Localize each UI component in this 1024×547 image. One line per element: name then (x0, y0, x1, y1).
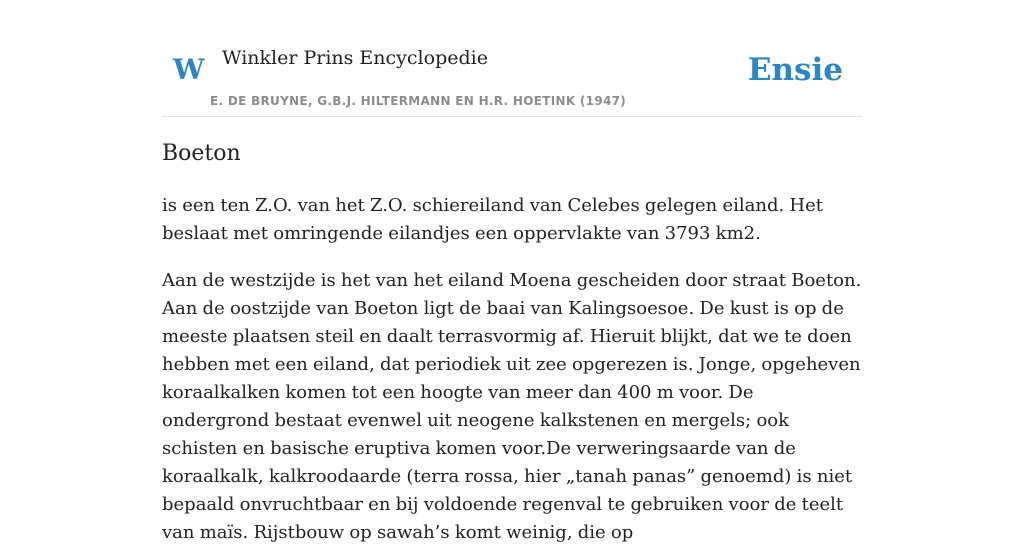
winkler-prins-logo[interactable]: W (173, 53, 205, 86)
ensie-logo[interactable]: Ensie (747, 52, 843, 88)
article-paragraph: Aan de westzijde is het van het eiland Moena gescheiden door straat Boeton. Aan de oostzijde van Boeton ligt de baai van Kalingsoesoe. De kust is op de meeste plaatsen steil en daalt terrasvormig af. Hieruit blijkt, dat we te doen hebben met een eiland, dat periodiek uit zee opgerezen is. Jonge, opgeheven koraalkalken komen tot een hoogte van meer dan 400 m voor. De ondergrond bestaat evenwel uit neogene kalkstenen en mergels; ook schisten en basische eruptiva komen voor.De verweringsaarde van de koraalkalk, kalkroodaarde (terra rossa, hier „tanah panas” genoemd) is niet bepaald onvruchtbaar en bij voldoende regenval te gebruiken voor de teelt van maïs. Rijstbouw op sawah’s komt weinig, die op (162, 270, 862, 543)
article-paragraph: is een ten Z.O. van het Z.O. schiereiland van Celebes gelegen eiland. Het beslaat met omringende eilandjes een oppervlakte van 3793 km2. (162, 195, 824, 244)
source-authors: E. DE BRUYNE, G.B.J. HILTERMANN EN H.R. HOETINK (1947) (210, 94, 627, 108)
source-title[interactable]: Winkler Prins Encyclopedie (222, 47, 488, 69)
article (162, 138, 862, 543)
article-title: Boeton (162, 141, 241, 166)
source-header (162, 0, 862, 117)
